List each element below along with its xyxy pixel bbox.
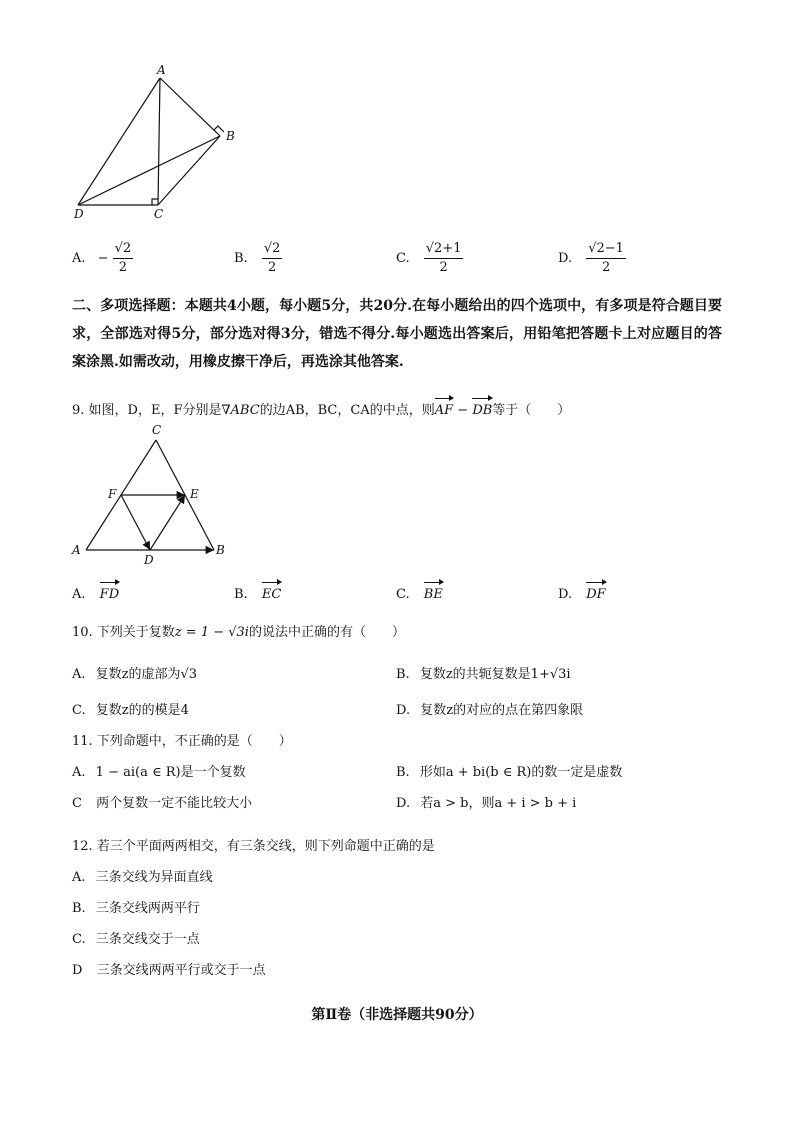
q9-option-a[interactable]: A. FD xyxy=(72,580,119,604)
q10-option-b[interactable]: B. 复数z的共轭复数是1+√3i xyxy=(396,667,571,682)
label-B: B xyxy=(216,543,225,557)
label-D: D xyxy=(144,553,154,567)
q12-option-a[interactable]: A. 三条交线为异面直线 xyxy=(72,870,213,885)
label-D: D xyxy=(74,207,84,221)
q9-option-c[interactable]: C. BE xyxy=(396,580,443,604)
q11-option-d[interactable]: D. 若a > b，则a + i > b + i xyxy=(396,796,577,811)
label-F: F xyxy=(108,487,117,501)
figure-triangle-midpoints xyxy=(66,420,236,570)
label-B: B xyxy=(226,129,235,143)
part-2-title: 第Ⅱ卷（非选择题共90分） xyxy=(311,1007,483,1023)
q11-stem: 11. 下列命题中，不正确的是（ ） xyxy=(72,734,292,749)
section-2-instructions: 二、多项选择题：本题共4小题，每小题5分，共20分.在每小题给出的四个选项中，有多项是符合题目要求，全部选对得5分，部分选对得3分，错选不得分.每小题选出答案后，用铅笔把答题卡上对应题目的答案涂黑.如需改动，用橡皮擦干净后，再选涂其他答案. xyxy=(72,298,722,370)
q8-option-b[interactable]: B. $\frac{√2}{2}$ xyxy=(234,241,281,275)
q9-option-b[interactable]: B. EC xyxy=(234,580,281,604)
q12-option-b[interactable]: B. 三条交线两两平行 xyxy=(72,901,200,916)
label-A: A xyxy=(157,63,166,77)
q12-option-d[interactable]: D 三条交线两两平行或交于一点 xyxy=(72,963,266,978)
q8-option-a[interactable]: A. − $\frac{√2}{2}$ xyxy=(72,241,132,275)
q12-option-c[interactable]: C. 三条交线交于一点 xyxy=(72,932,200,947)
q10-option-d[interactable]: D. 复数z的对应的点在第四象限 xyxy=(396,703,584,718)
label-A: A xyxy=(72,543,81,557)
label-E: E xyxy=(190,487,199,501)
label-C: C xyxy=(152,423,162,437)
q8-option-d[interactable]: D. $\frac{√2-1}{2}$ xyxy=(558,241,624,275)
q10-option-a[interactable]: A. 复数z的虚部为√3 xyxy=(72,667,198,682)
label-C: C xyxy=(154,207,164,221)
q10-stem: 10. 下列关于复数z = 1 − √3i的说法中正确的有（ ） xyxy=(72,625,405,640)
q11-option-b[interactable]: B. 形如a + bi(b ∈ R)的数一定是虚数 xyxy=(396,765,623,780)
figure-quadrilateral xyxy=(60,60,260,225)
q10-option-c[interactable]: C. 复数z的的模是4 xyxy=(72,703,189,718)
q11-option-a[interactable]: A. 1 − ai(a ∈ R)是一个复数 xyxy=(72,765,246,780)
q12-stem: 12. 若三个平面两两相交，有三条交线，则下列命题中正确的是 xyxy=(72,839,435,854)
q9-option-d[interactable]: D. DF xyxy=(558,580,606,604)
q11-option-c[interactable]: C 两个复数一定不能比较大小 xyxy=(72,796,253,811)
q9-stem: 9. 如图，D，E，F分别是∇ABC的边AB，BC，CA的中点，则AF − DB等于（ ） xyxy=(72,396,570,420)
q8-option-c[interactable]: C. $\frac{√2+1}{2}$ xyxy=(396,241,462,275)
